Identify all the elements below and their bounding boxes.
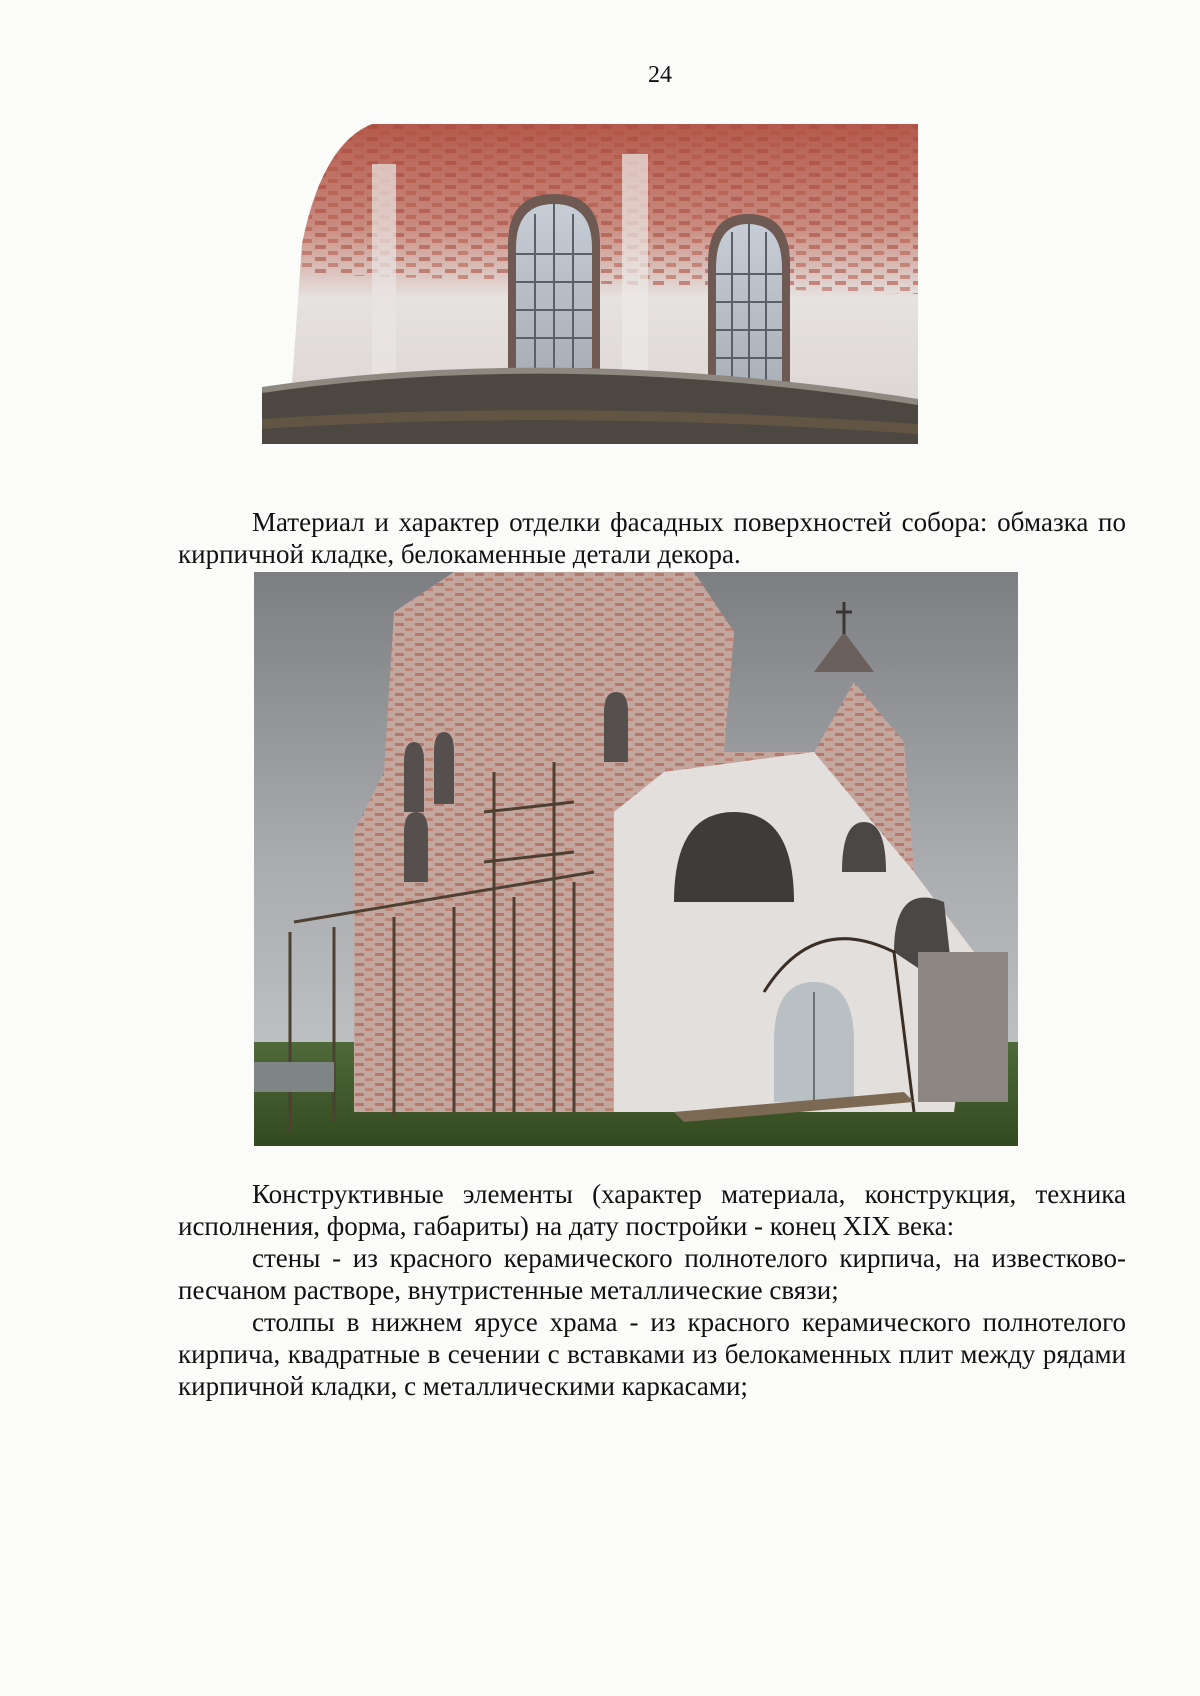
drum-windows-photo xyxy=(262,124,918,444)
body-text xyxy=(178,1178,1126,1402)
page-number: 24 xyxy=(648,62,672,88)
photo-caption xyxy=(178,506,1126,570)
caption-text: Материал и характер отделки фасадных поверхностей собора: обмазка по кирпичной кладке, белокаменные детали декора. xyxy=(178,507,1126,569)
paragraph-pillars: столпы в нижнем ярусе храма - из красного керамического полнотелого кирпича, квадратные в сечении с вставками из белокаменных плит между рядами кирпичной кладки, с металлическими каркасами; xyxy=(178,1307,1126,1401)
cathedral-photo xyxy=(254,572,1018,1146)
paragraph-walls: стены - из красного керамического полнотелого кирпича, на известково-песчаном растворе, внутристенные металлические связи; xyxy=(178,1243,1126,1305)
paragraph-constructive-elements: Конструктивные элементы (характер материала, конструкция, техника исполнения, форма, габариты) на дату постройки - конец XIX века: xyxy=(178,1179,1126,1241)
